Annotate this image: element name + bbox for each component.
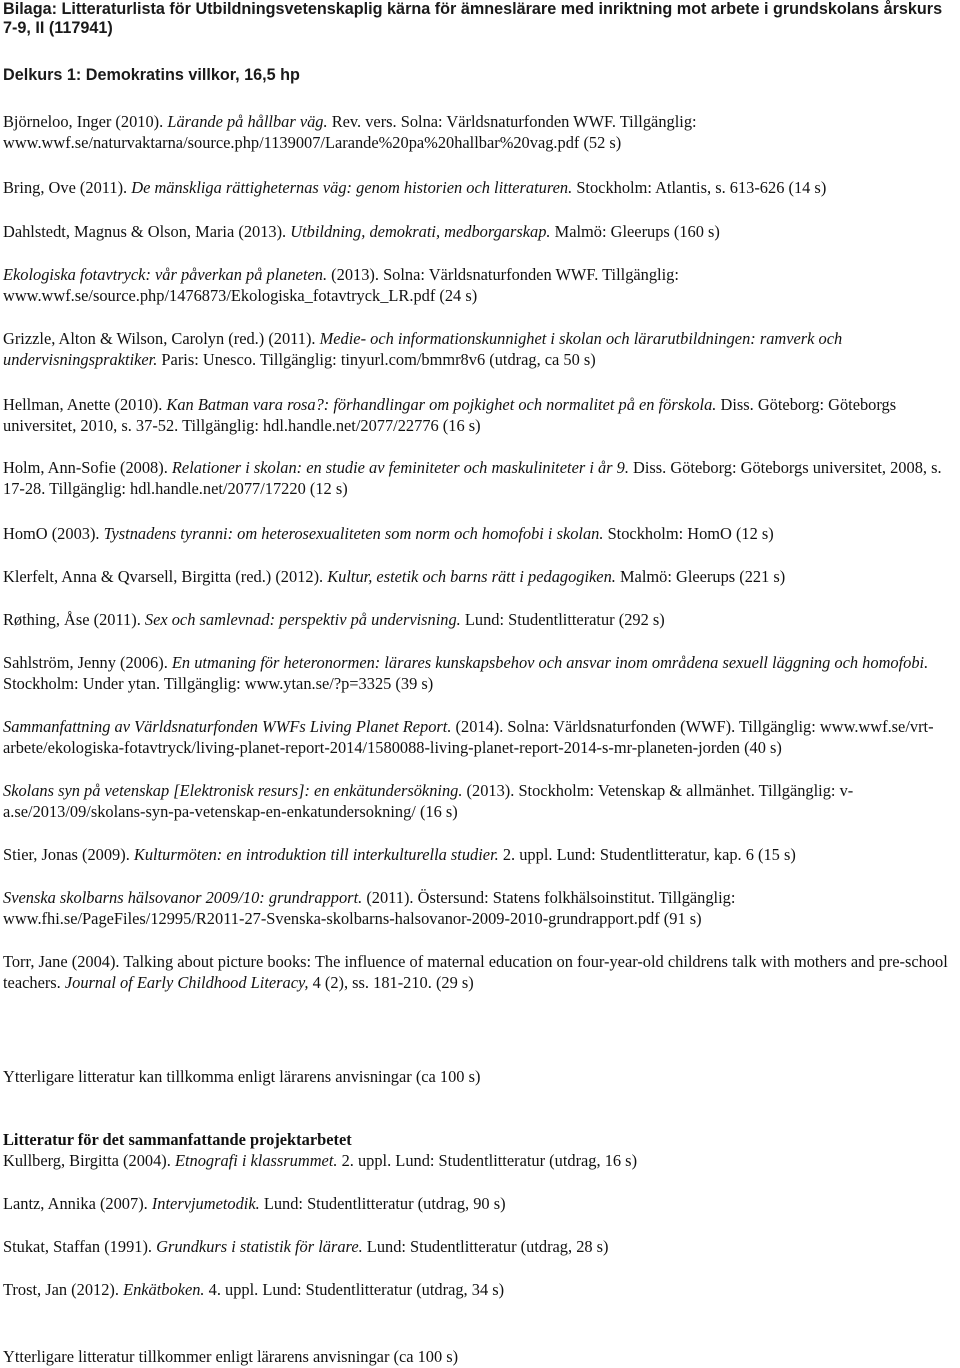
reference-title: Svenska skolbarns hälsovanor 2009/10: grundrapport. <box>3 888 363 907</box>
section-1-note: Ytterligare litteratur kan tillkomma enligt lärarens anvisningar (ca 100 s) <box>3 1067 481 1086</box>
reference-entry <box>3 524 959 545</box>
reference-title: Journal of Early Childhood Literacy, <box>64 972 309 992</box>
reference-title: Intervjumetodik. <box>151 1194 260 1213</box>
reference-author-part: Bring, Ove (2011). <box>3 178 132 197</box>
reference-title: Utbildning, demokrati, medborgarskap. <box>290 222 551 241</box>
reference-details: Lund: Studentlitteratur (utdrag, 90 s) <box>259 1194 506 1213</box>
reference-details: (2011). Östersund: Statens folkhälsoinstitut. Tillgänglig: www.fhi.se/PageFiles/12995/R2011-27-Svenska-skolbarns-halsovanor-2009-2010-grundrapport.pdf (91 s) <box>3 888 736 928</box>
reference-entry <box>3 952 959 993</box>
document-title: Bilaga: Litteraturlista för Utbildningsvetenskaplig kärna för ämneslärare med inriktning mot arbete i grundskolans årskurs 7-9, II (117941) <box>3 0 943 37</box>
reference-title: Etnografi i klassrummet. <box>174 1151 338 1170</box>
reference-author-part: Stukat, Staffan (1991). <box>3 1237 157 1256</box>
reference-details: 4 (2), ss. 181-210. (29 s) <box>308 972 474 992</box>
reference-title: Kulturmöten: en introduktion till interkulturella studier. <box>133 845 499 864</box>
reference-details: Paris: Unesco. Tillgänglig: tinyurl.com/bmmr8v6 (utdrag, ca 50 s) <box>157 349 596 369</box>
reference-title: Sex och samlevnad: perspektiv på undervisning. <box>144 610 461 629</box>
reference-author-part: Torr, Jane (2004). Talking about picture books: The influence of maternal education on four-year-old childrens talk with mothers and pre-school teachers. <box>3 952 948 992</box>
reference-title: Tystnadens tyranni: om heterosexualiteten som norm och homofobi i skolan. <box>103 524 604 543</box>
reference-entry <box>3 653 959 694</box>
reference-entry <box>3 178 959 199</box>
reference-entry <box>3 567 959 588</box>
reference-author-part: Björneloo, Inger (2010). <box>3 112 168 131</box>
section-1-heading: Delkurs 1: Demokratins villkor, 16,5 hp <box>3 66 300 84</box>
reference-details: Lund: Studentlitteratur (292 s) <box>460 610 665 629</box>
reference-author-part: Dahlstedt, Magnus & Olson, Maria (2013). <box>3 222 291 241</box>
reference-author-part: Trost, Jan (2012). <box>3 1280 124 1299</box>
reference-details: Malmö: Gleerups (221 s) <box>615 567 786 586</box>
reference-entry <box>3 1194 959 1215</box>
reference-title: Grundkurs i statistik för lärare. <box>156 1237 363 1256</box>
reference-entry <box>3 845 959 866</box>
reference-entry <box>3 717 959 758</box>
reference-title: Enkätboken. <box>123 1280 205 1299</box>
reference-details: Stockholm: HomO (12 s) <box>603 524 774 543</box>
reference-title: Medie- och informationskunnighet i skolan och lärarutbildningen: ramverk och undervisningspraktiker. <box>3 329 843 369</box>
reference-entry <box>3 329 959 370</box>
reference-details: Malmö: Gleerups (160 s) <box>550 222 720 241</box>
reference-details: Lund: Studentlitteratur (utdrag, 28 s) <box>362 1237 609 1256</box>
reference-details: 2. uppl. Lund: Studentlitteratur (utdrag, 16 s) <box>337 1151 638 1170</box>
reference-author-part: Røthing, Åse (2011). <box>3 610 145 629</box>
reference-details: (2014). Solna: Världsnaturfonden (WWF). Tillgänglig: www.wwf.se/vrt-arbete/ekologiska-fotavtryck/living-planet-report-2014/1580088-living-planet-report-2014-s-mr-planeten-jorden (40 s) <box>3 717 934 757</box>
reference-entry <box>3 1151 959 1172</box>
reference-author-part: Sahlström, Jenny (2006). <box>3 653 172 672</box>
reference-title: De mänskliga rättigheternas väg: genom historien och litteraturen. <box>131 178 573 197</box>
reference-details: Diss. Göteborg: Göteborgs universitet, 2008, s. 17-28. Tillgänglig: hdl.handle.net/2077/17220 (12 s) <box>3 458 942 498</box>
reference-title: Kultur, estetik och barns rätt i pedagogiken. <box>327 567 616 586</box>
reference-author-part: Hellman, Anette (2010). <box>3 395 167 414</box>
reference-title: Lärande på hållbar väg. <box>167 112 328 131</box>
reference-entry <box>3 610 959 631</box>
reference-entry <box>3 222 959 243</box>
reference-details: Stockholm: Atlantis, s. 613-626 (14 s) <box>572 178 827 197</box>
reference-title: Ekologiska fotavtryck: vår påverkan på planeten. <box>3 265 328 284</box>
reference-author-part: Stier, Jonas (2009). <box>3 845 134 864</box>
reference-author-part: HomO (2003). <box>3 524 104 543</box>
reference-details: Stockholm: Under ytan. Tillgänglig: www.ytan.se/?p=3325 (39 s) <box>3 673 434 693</box>
reference-author-part: Holm, Ann-Sofie (2008). <box>3 458 172 477</box>
reference-details: (2013). Solna: Världsnaturfonden WWF. Tillgänglig: www.wwf.se/source.php/1476873/Ekologiska_fotavtryck_LR.pdf (24 s) <box>3 265 679 305</box>
reference-details: Diss. Göteborg: Göteborgs universitet, 2010, s. 37-52. Tillgänglig: hdl.handle.net/2077/22776 (16 s) <box>3 395 897 435</box>
reference-entry <box>3 1280 959 1301</box>
reference-details: 4. uppl. Lund: Studentlitteratur (utdrag, 34 s) <box>204 1280 505 1299</box>
reference-details: 2. uppl. Lund: Studentlitteratur, kap. 6 (15 s) <box>498 845 796 864</box>
section-2-note: Ytterligare litteratur tillkommer enligt lärarens anvisningar (ca 100 s) <box>3 1347 459 1366</box>
reference-entry <box>3 395 959 436</box>
reference-entry <box>3 112 959 153</box>
reference-entry <box>3 265 959 306</box>
reference-entry <box>3 781 959 822</box>
reference-author-part: Grizzle, Alton & Wilson, Carolyn (red.) (2011). <box>3 329 320 348</box>
reference-details: Rev. vers. Solna: Världsnaturfonden WWF. Tillgänglig: www.wwf.se/naturvaktarna/source.php/1139007/Larande%20pa%20hallbar%20vag.pdf (52 s) <box>3 112 697 152</box>
reference-entry <box>3 1237 959 1258</box>
reference-entry <box>3 888 959 929</box>
reference-title: Relationer i skolan: en studie av feminiteter och maskuliniteter i år 9. <box>171 458 629 477</box>
reference-author-part: Lantz, Annika (2007). <box>3 1194 152 1213</box>
reference-title: Sammanfattning av Världsnaturfonden WWFs Living Planet Report. <box>3 717 452 736</box>
reference-title: En utmaning för heteronormen: lärares kunskapsbehov och ansvar inom områdena sexuell läggning och homofobi. <box>171 653 929 672</box>
reference-entry <box>3 458 959 499</box>
reference-details: (2013). Stockholm: Vetenskap & allmänhet. Tillgänglig: v-a.se/2013/09/skolans-syn-pa-vetenskap-en-enkatundersokning/ (16 s) <box>3 781 854 821</box>
reference-author-part: Kullberg, Birgitta (2004). <box>3 1151 175 1170</box>
reference-title: Skolans syn på vetenskap [Elektronisk resurs]: en enkätundersökning. <box>3 781 463 800</box>
reference-author-part: Klerfelt, Anna & Qvarsell, Birgitta (red.) (2012). <box>3 567 328 586</box>
section-2-heading: Litteratur för det sammanfattande projektarbetet <box>3 1130 352 1149</box>
reference-title: Kan Batman vara rosa?: förhandlingar om pojkighet och normalitet på en förskola. <box>166 395 717 414</box>
